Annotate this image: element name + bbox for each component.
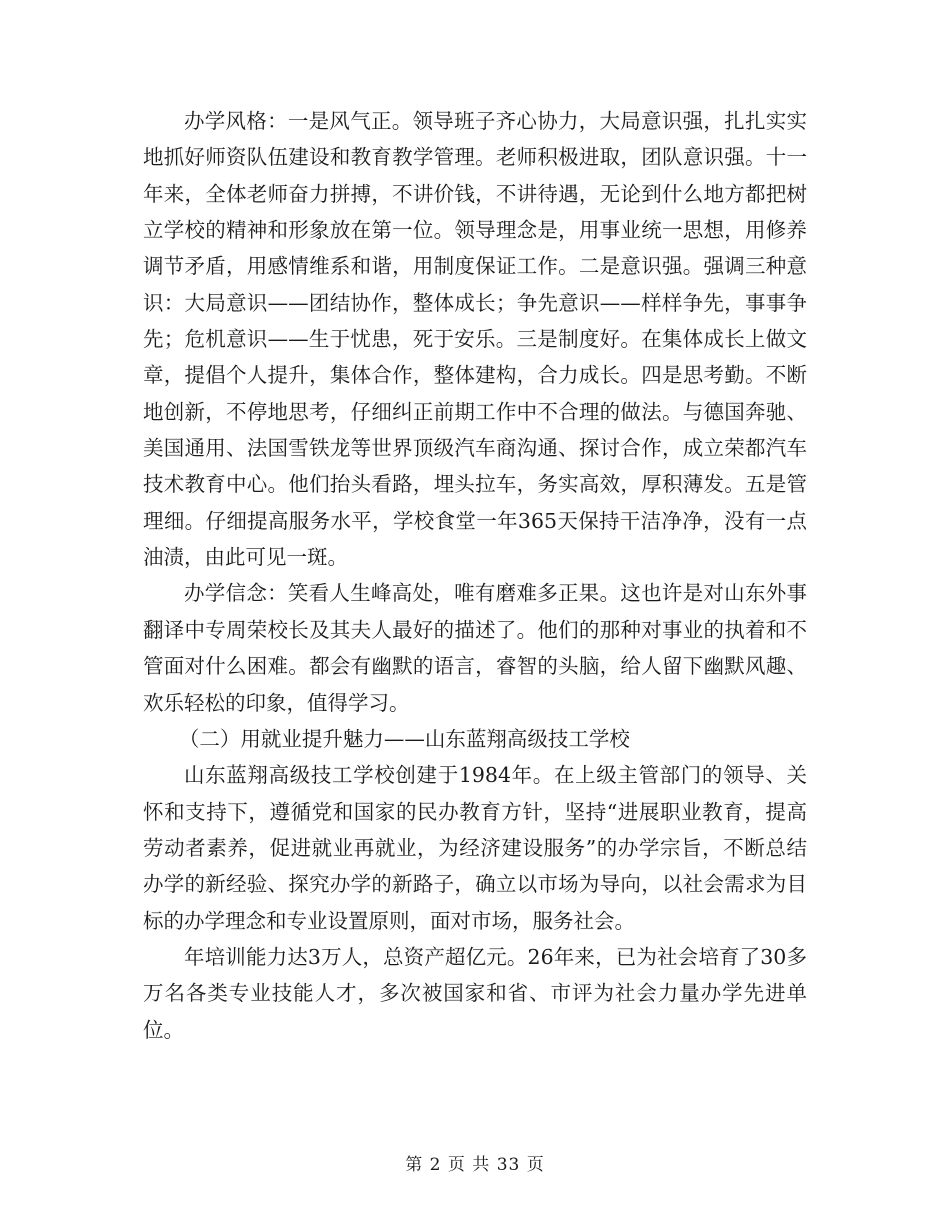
section-heading-lanxiang: （二）用就业提升魅力——山东蓝翔高级技工学校 <box>178 726 630 751</box>
paragraph-lanxiang-intro: 山东蓝翔高级技工学校创建于1984年。在上级主管部门的领导、关怀和支持下，遵循党和国家的民办教育方针，坚持“进展职业教育，提高劳动者素养，促进就业再就业，为经济建设服务”的办学宗旨，不断总结办学的新经验、探究办学的新路子，确立以市场为导向，以社会需求为目标的办学理念和专业设置原则，面对市场，服务社会。 <box>143 763 807 933</box>
paragraph-school-belief: 办学信念：笑看人生峰高处，唯有磨难多正果。这也许是对山东外事翻译中专周荣校长及其夫人最好的描述了。他们的那种对事业的执着和不管面对什么困难。都会有幽默的语言，睿智的头脑，给人留下幽默风趣、欢乐轻松的印象，值得学习。 <box>143 581 807 715</box>
document-body <box>143 103 807 1048</box>
paragraph-school-style: 办学风格：一是风气正。领导班子齐心协力，大局意识强，扎扎实实地抓好师资队伍建设和教育教学管理。老师积极进取，团队意识强。十一年来，全体老师奋力拼搏，不讲价钱，不讲待遇，无论到什么地方都把树立学校的精神和形象放在第一位。领导理念是，用事业统一思想，用修养调节矛盾，用感情维系和谐，用制度保证工作。二是意识强。强调三种意识：大局意识——团结协作，整体成长；争先意识——样样争先，事事争先；危机意识——生于忧患，死于安乐。三是制度好。在集体成长上做文章，提倡个人提升，集体合作，整体建构，合力成长。四是思考勤。不断地创新，不停地思考，仔细纠正前期工作中不合理的做法。与德国奔驰、美国通用、法国雪铁龙等世界顶级汽车商沟通、探讨合作，成立荣都汽车技术教育中心。他们抬头看路，埋头拉车，务实高效，厚积薄发。五是管理细。仔细提高服务水平，学校食堂一年365天保持干洁净净，没有一点油渍，由此可见一斑。 <box>143 109 807 570</box>
paragraph-lanxiang-stats: 年培训能力达3万人，总资产超亿元。26年来，已为社会培育了30多万名各类专业技能人才，多次被国家和省、市评为社会力量办学先进单位。 <box>143 944 807 1042</box>
page-footer: 第 2 页 共 33 页 <box>405 1155 545 1175</box>
